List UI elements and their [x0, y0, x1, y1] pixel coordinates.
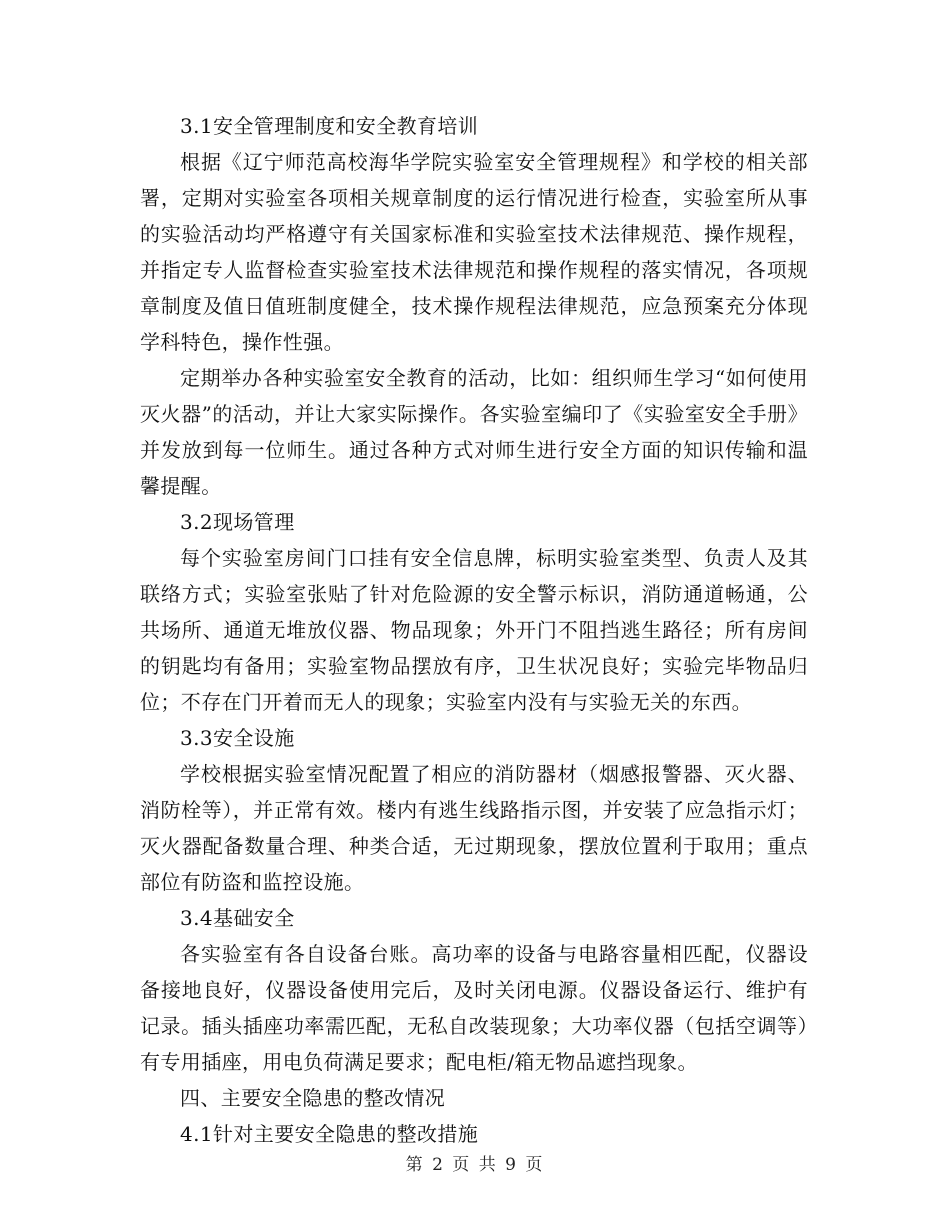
paragraph-management-rules: 根据《辽宁师范高校海华学院实验室安全管理规程》和学校的相关部署，定期对实验室各项相关规章制度的运行情况进行检查，实验室所从事的实验活动均严格遵守有关国家标准和实验室技术法律规范、操作规程，并指定专人监督检查实验室技术法律规范和操作规程的落实情况，各项规章制度及值日值班制度健全，技术操作规程法律规范，应急预案充分体现学科特色，操作性强。: [140, 150, 808, 354]
paragraph-safety-education: 定期举办各种实验室安全教育的活动，比如：组织师生学习“如何使用灭火器”的活动，并让大家实际操作。各实验室编印了《实验室安全手册》并发放到每一位师生。通过各种方式对师生进行安全方面的知识传输和温馨提醒。: [140, 366, 808, 498]
page-number-footer: 第 2 页 共 9 页: [405, 1155, 545, 1175]
section-heading-3-2: 3.2现场管理: [180, 510, 295, 534]
paragraph-safety-facilities: 学校根据实验室情况配置了相应的消防器材（烟感报警器、灭火器、消防栓等），并正常有效。楼内有逃生线路指示图，并安装了应急指示灯；灭火器配备数量合理、种类合适，无过期现象，摆放位置利于取用；重点部位有防盗和监控设施。: [140, 762, 808, 894]
section-heading-4: 四、主要安全隐患的整改情况: [180, 1086, 446, 1110]
document-body: [140, 108, 808, 1152]
section-heading-3-4: 3.4基础安全: [180, 906, 295, 930]
section-heading-3-1: 3.1安全管理制度和安全教育培训: [180, 114, 479, 138]
paragraph-site-management: 每个实验室房间门口挂有安全信息牌，标明实验室类型、负责人及其联络方式；实验室张贴了针对危险源的安全警示标识，消防通道畅通，公共场所、通道无堆放仪器、物品现象；外开门不阻挡逃生路径；所有房间的钥匙均有备用；实验室物品摆放有序，卫生状况良好；实验完毕物品归位；不存在门开着而无人的现象；实验室内没有与实验无关的东西。: [140, 546, 808, 714]
section-heading-4-1: 4.1针对主要安全隐患的整改措施: [180, 1122, 479, 1146]
section-heading-3-3: 3.3安全设施: [180, 726, 295, 750]
paragraph-basic-safety: 各实验室有各自设备台账。高功率的设备与电路容量相匹配，仪器设备接地良好，仪器设备使用完后，及时关闭电源。仪器设备运行、维护有记录。插头插座功率需匹配，无私自改装现象；大功率仪器（包括空调等）有专用插座，用电负荷满足要求；配电柜/箱无物品遮挡现象。: [140, 942, 808, 1074]
